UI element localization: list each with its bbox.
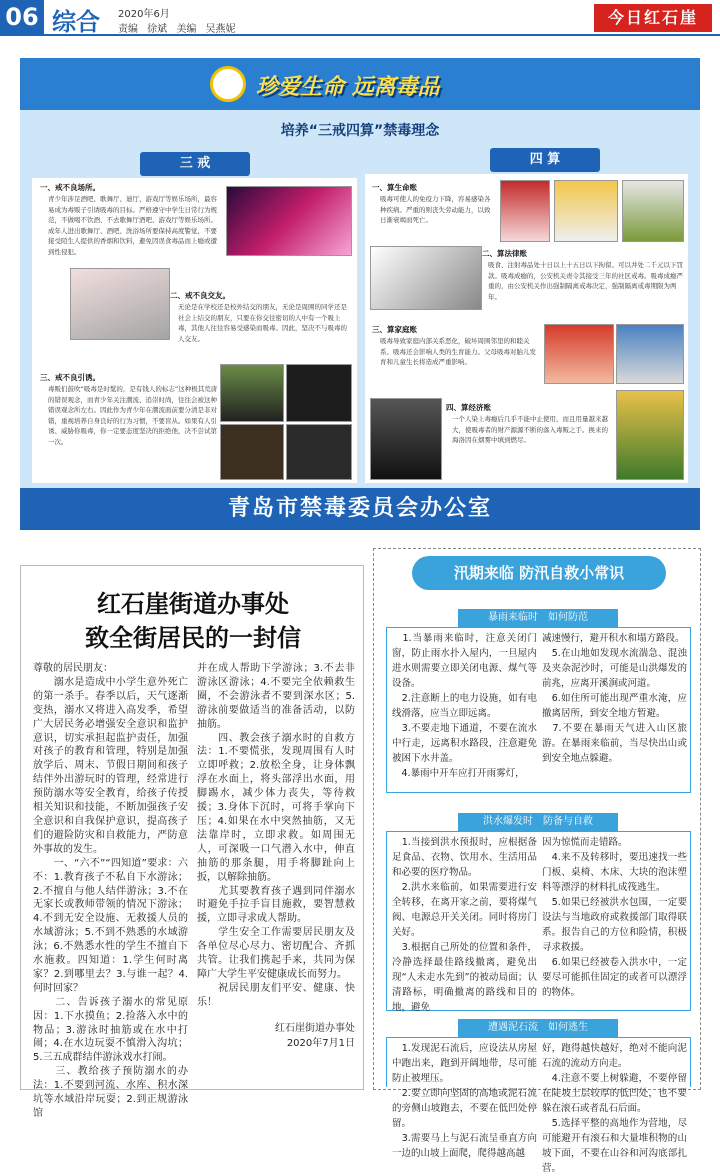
suan-2-text: 吸食、注射毒品处十日以上十五日以下拘留。可以并处二千元以下罚款。吸毒成瘾的，公安机关责令其接受三年的社区戒毒。吸毒成瘾严重的，由公安机关作出强制隔离戒毒决定，强制隔离戒毒期限为两年。 xyxy=(488,261,683,301)
cage-hands-image xyxy=(70,268,170,340)
rainstorm-col-2: 减速慢行，避开积水和塌方路段。 5.在山地如发现水流湍急、混浊及夹杂泥沙时，可能是山洪爆发的前兆，应离开溪涧或河道。 6.如住所可能出现严重水淹，应撤离居所，到安全地方暂避。 7.不要在暴雨天气进入山区旅游。在暴雨来临前，当尽快出山或到安全地点躲避。 xyxy=(542,633,687,764)
crying-child-image xyxy=(544,324,614,384)
issue-date: 2020年6月 xyxy=(118,9,170,20)
page-header xyxy=(0,0,720,36)
editors: 责编 徐斌 美编 吴燕妮 xyxy=(118,24,236,35)
masthead-logo: 今日红石崖 xyxy=(594,4,712,32)
letter-column-2: 并在成人帮助下学游泳；3.不去非游泳区游泳；4.不要完全依赖救生圈，不会游泳者不要到深水区；5.游泳前要做适当的准备活动，以防抽筋。 四、教会孩子溺水时的自救方法：1.不要慌张，发现周围有人时立即呼救；2.放松全身，让身体飘浮在水面上，将头部浮出水面，用脚踢水，减少体力丧失，等待救援；3.身体下沉时，可将手掌向下压；4.如果在水中突然抽筋，又无法靠岸时，立即求救。如周围无人，可深吸一口气潜入水中，伸直抽筋的那条腿，用手将脚趾向上扳，以解除抽筋。 尤其要教育孩子遇到同伴溺水时避免手拉手盲目施救，要智慧救援，立即寻求成人帮助。 学生安全工作需要居民朋友及各单位尽心尽力、密切配合、齐抓共管。让我们携起手来，共同为保障广大学生平安健康成长而努力。 祝居民朋友们平安、健康、快乐！ xyxy=(197,663,355,1008)
jie-2-heading: 二、戒不良交友。 xyxy=(170,291,230,300)
road-to-death-image xyxy=(370,246,482,310)
letter-column-1: 尊敬的居民朋友： 溺水是造成中小学生意外死亡的第一杀手。春季以后，天气逐渐变热，溺水又将进入高发季，希望广大居民务必增强安全意识和监护意识，切实承担起监护责任，加强对孩子的教育和管理，特别是加强放学后、周末、节假日期间和孩子结伴外出游玩时的管理，经常进行预防溺水等安全教育，给孩子传授相关知识和技能，不断加强孩子安全意识和自我保护意识，提高孩子们的避险防灾和自救能力，严防意外事故的发生。 一、“六不”“四知道”要求：六不：1.教育孩子不私自下水游泳；2.不擅自与他人结伴游泳；3.不在无家长或教师带领的情况下游泳；4.不到无安全设施、无救援人员的水域游泳；5.不到不熟悉的水域游泳；6.不熟悉水性的学生不擅自下水施救。四知道：1.学生何时离家？2.到哪里去？3.与谁一起？4.何时回家？ 二、告诉孩子溺水的常见原因：1.下水摸鱼；2.捡落入水中的物品；3.游泳时抽筋或在水中打闹；4.在水边玩耍不慎滑入沟坑；5.三五成群结伴游泳戏水打闹。 三、教给孩子预防溺水的办法：1.不要到河流、水库、积水深坑等水域沿岸玩耍；2.到正规游泳馆 xyxy=(33,663,188,1119)
fishing-hook-image xyxy=(220,424,284,480)
syringe-image xyxy=(500,180,550,242)
letter-title-line1: 红石崖街道办事处 xyxy=(97,589,289,618)
jie-1-text: 青少年涉足酒吧、歌舞厅、迪厅、游戏厅等娱乐场所，最容易成为毒贩子引诱吸毒的目标。严格遵守中学生日常行为规范，不做喝不饮酒、不去歌舞厅酒吧、游戏厅等娱乐场所。成年人进出歌舞厅、酒吧、洗浴场所要保持高度警觉，不要接受陌生人提供的香烟和饮料，避免因误食毒品而上瘾或遭到性侵犯。 xyxy=(48,195,217,256)
flood-title: 汛期来临 防汛自救小常识 xyxy=(412,556,666,590)
poster-subtitle: 培养“三戒四算”禁毒理念 xyxy=(280,123,440,139)
money-drain-image xyxy=(616,390,684,480)
letter-signature: 红石崖街道办事处 xyxy=(275,1023,355,1034)
suan-2-heading: 二、算法律账 xyxy=(482,249,527,258)
flood-heading: 洪水爆发时 防备与自救 xyxy=(458,813,618,831)
san-jie-heading: 三 戒 xyxy=(140,152,250,176)
jie-2-text: 无论是在学校还是校外结交的朋友，无论是周围的同学还是社会上结交的朋友，只要在你交往密切的人中有一个吸上毒，其他人往往容易受感染而吸毒。因此，坚决不与吸毒的人交友。 xyxy=(178,303,347,343)
mudslide-heading: 遭遇泥石流 如何逃生 xyxy=(458,1019,618,1037)
open-letter xyxy=(20,565,364,1119)
gavel-image xyxy=(554,180,618,242)
suan-4-text: 一个人染上毒瘾后几乎不能中止使用，而且用量越来越大，使吸毒者的财产源源不断的落入毒贩之手。换来的海洛因在烟雾中填到燃尽。 xyxy=(452,415,608,444)
jie-1-heading: 一、戒不良场所。 xyxy=(40,183,100,192)
jie-3-text: 毒贩们鼓吹“吸毒是时髦的，是有钱人的标志”这种极其荒唐的错误观念，而青少年关注潮流、追崇时尚，往往会被这种错误观念所左右。因此作为青少年在潮流面前要分清是非对错，重视培养自身良好的行为习惯，不要盲从。如果有人引诱、威胁你吸毒，你一定要态度坚决的拒绝他，决不尝试第一次。 xyxy=(48,385,218,446)
flood-safety-article xyxy=(373,548,701,1174)
suan-3-text: 吸毒导致家庭内部关系恶化，破坏周围邻里的和睦关系。吸毒还会影响人类的生育能力。父母吸毒对胎儿发育和儿童生长将造成严重影响。 xyxy=(380,337,536,366)
suan-3-heading: 三、算家庭账 xyxy=(372,325,417,334)
letter-title-line2: 致全街居民的一封信 xyxy=(85,623,301,652)
police-badge-icon xyxy=(210,66,246,102)
anti-drug-poster xyxy=(20,58,700,530)
deflated-flower-image xyxy=(622,180,684,242)
emaciated-man-image xyxy=(370,398,442,480)
page-number: 06 xyxy=(0,0,44,34)
jie-3-heading: 三、戒不良引诱。 xyxy=(40,373,100,382)
poster-banner xyxy=(20,58,700,110)
letter-date: 2020年7月1日 xyxy=(286,1038,355,1049)
suan-4-heading: 四、算经济账 xyxy=(446,403,491,412)
si-suan-heading: 四 算 xyxy=(490,148,600,172)
broken-family-image xyxy=(616,324,684,384)
poster-footer: 青岛市禁毒委员会办公室 xyxy=(20,488,700,530)
flood-col-1: 1.当接到洪水预报时，应根据备足食品、衣物、饮用水、生活用品和必要的医疗物品。 2.洪水来临前，如果需要进行安全转移，在离开家之前，要将煤气阀、电源总开关关闭。同时将房门关好。 3.根据自己所处的位置和条件，冷静选择最佳路线撤离，避免出现“人未走水先到”的被动局面；认清路标，明确撤离的路线和目的地，避免 xyxy=(392,837,537,1013)
skeleton-image xyxy=(286,364,352,422)
flower-skull-image xyxy=(220,364,284,422)
mudslide-col-2: 好，跑得越快越好，绝对不能向泥石流的流动方向走。 4.注意不要上树躲避，不要停留在陡坡土层较厚的低凹处，也不要躲在滚石或者乱石后面。 5.选择平整的高地作为营地，尽可能避开有滚石和大量堆积物的山坡下面，不要在山谷和河沟底部扎营。 xyxy=(542,1043,687,1174)
section-title: 综合 xyxy=(52,8,100,36)
rainstorm-heading: 暴雨来临时 如何防范 xyxy=(458,609,618,627)
poster-title: 珍爱生命 远离毒品 xyxy=(256,75,440,100)
rainstorm-col-1: 1.当暴雨来临时，注意关闭门窗，防止雨水扑入屋内，一旦屋内进水则需要立即关闭电源、煤气等设备。 2.注意断上的电力设施，如有电线滑落，应当立即远离。 3.不要走地下通道，不要在流水中行走，远离积水路段，注意避免被困下水井盖。 4.暴雨中开车应打开雨雾灯， xyxy=(392,633,537,779)
flood-col-2: 因为惊慌而走错路。 4.来不及转移时，要迅速找一些门板、桌椅、木床、大块的泡沫塑料等漂浮的材料扎成筏逃生。 5.如果已经被洪水包围，一定要设法与当地政府或救援部门取得联系。报告自己的方位和险情，积极寻求救援。 6.如果已经被卷入洪水中，一定要尽可能抓住固定的或者可以漂浮的物体。 xyxy=(542,837,687,998)
dancing-skeleton-image xyxy=(286,424,352,480)
nightclub-image xyxy=(226,186,352,256)
mudslide-col-1: 1.发现泥石流后，应设法从房屋中跑出来，跑到开阔地带，尽可能防止被埋压。 2.要立即向坚固的高地或泥石流的旁侧山坡跑去，不要在低凹处停留。 3.需要马上与泥石流呈垂直方向一边的山坡上面爬，爬得越高越 xyxy=(392,1043,537,1159)
suan-1-text: 吸毒可使人的免疫力下降，容易感染各种疾病。严重的则丧失劳动能力，以致日渐衰竭而死亡。 xyxy=(380,195,491,224)
suan-1-heading: 一、算生命账 xyxy=(372,183,417,192)
